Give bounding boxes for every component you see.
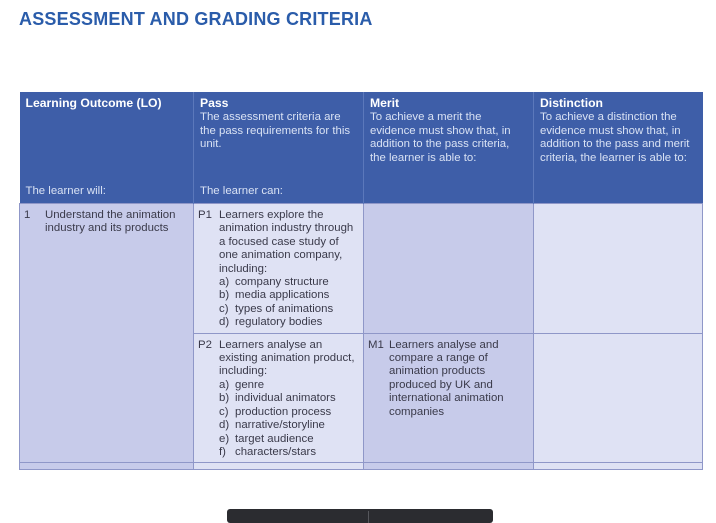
header-distinction-desc: To achieve a distinction the evidence must show that, in addition to the pass and merit criteria, the learner is able to: (540, 111, 690, 164)
p2-code: P2 (198, 338, 212, 351)
list-item: e) target audience (219, 432, 314, 445)
header-distinction (534, 92, 703, 204)
header-merit-desc: To achieve a merit the evidence must show that, in addition to the pass criteria, the learner is able to: (370, 111, 511, 164)
header-pass (194, 92, 364, 204)
header-pass-foot: The learner can: (200, 184, 283, 197)
distinction-cell-empty (534, 333, 703, 463)
p1-cell (194, 204, 364, 334)
distinction-cell-empty (534, 204, 703, 334)
list-item: c) types of animations (219, 302, 334, 315)
merit-cell-empty (364, 204, 534, 334)
header-lo-foot: The learner will: (25, 184, 106, 197)
p2-text: Learners analyse an existing animation product, including: (219, 338, 355, 378)
list-item: c) production process (219, 405, 332, 418)
lo1-cell (20, 204, 194, 463)
list-item: a) genre (219, 378, 265, 391)
m1-cell (364, 333, 534, 463)
header-lo-title: Learning Outcome (LO) (25, 96, 162, 110)
m1-text: Learners analyse and compare a range of animation products produced by UK and international animation companies (389, 338, 504, 418)
criteria-table (19, 92, 703, 470)
list-item: f) characters/stars (219, 445, 317, 458)
header-distinction-title: Distinction (540, 96, 603, 110)
header-merit (364, 92, 534, 204)
p1-text: Learners explore the animation industry through a focused case study of one animation company, including: (219, 209, 354, 275)
header-merit-title: Merit (370, 96, 400, 110)
toolbar-separator (368, 511, 369, 523)
header-row (20, 92, 703, 204)
list-item: a) company structure (219, 276, 329, 289)
page-title: ASSESSMENT AND GRADING CRITERIA (19, 9, 373, 29)
p2-cell (194, 333, 364, 463)
table-row (20, 204, 703, 334)
lo1-number: 1 (24, 209, 31, 221)
header-learning-outcome (20, 92, 194, 204)
list-item: b) individual animators (219, 392, 336, 405)
list-item: d) narrative/storyline (219, 419, 325, 432)
header-pass-desc: The assessment criteria are the pass requirements for this unit. (200, 111, 351, 151)
p1-code: P1 (198, 209, 212, 221)
header-pass-title: Pass (200, 96, 229, 110)
table-row (20, 463, 703, 470)
lo1-text: Understand the animation industry and its products (45, 209, 176, 235)
list-item: d) regulatory bodies (219, 316, 323, 329)
m1-code: M1 (368, 338, 384, 351)
viewer-toolbar[interactable] (227, 509, 493, 523)
list-item: b) media applications (219, 289, 330, 302)
